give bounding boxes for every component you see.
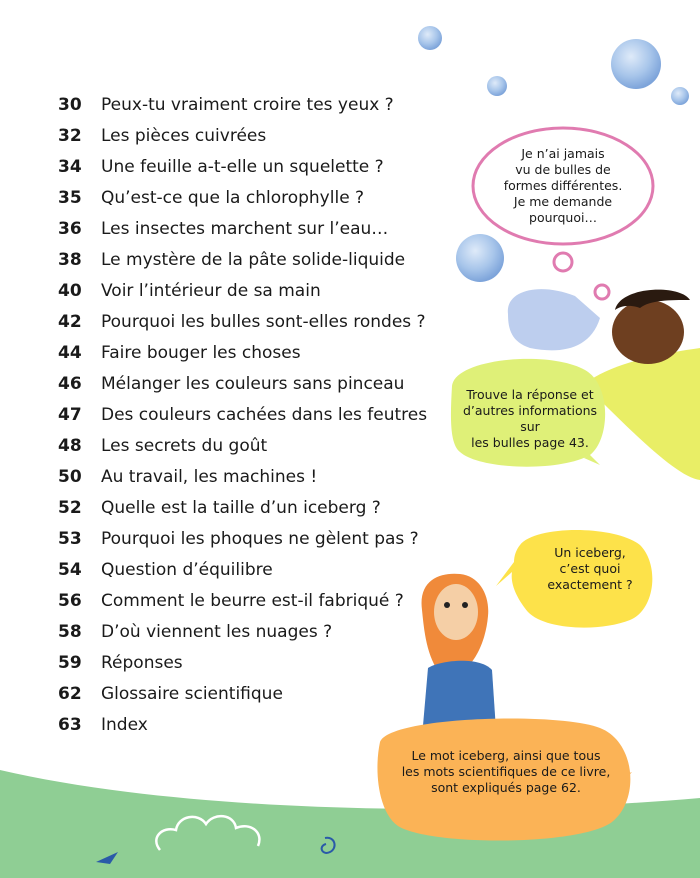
- thought-bubble-text: Je n’ai jamais vu de bulles de formes différentes. Je me demande pourquoi…: [503, 146, 623, 225]
- toc-page-number: 56: [58, 591, 82, 611]
- toc-entry: [58, 715, 488, 746]
- toc-title: Peux-tu vraiment croire tes yeux ?: [101, 95, 394, 115]
- toc-entry: [58, 529, 488, 560]
- toc-entry: [58, 498, 488, 529]
- toc-title: Des couleurs cachées dans les feutres: [101, 405, 428, 425]
- toc-entry: [58, 281, 488, 312]
- toc-entry: [58, 312, 488, 343]
- toc-page-number: 34: [58, 157, 82, 177]
- iceberg-info-text: Le mot iceberg, ainsi que tous les mots scientifiques de ce livre, sont expliqués page 62.: [401, 748, 611, 795]
- toc-entry: [58, 405, 488, 436]
- toc-title: Le mystère de la pâte solide-liquide: [101, 250, 406, 270]
- toc-title: Glossaire scientifique: [101, 684, 283, 704]
- toc-entry: [58, 250, 488, 281]
- toc-entry: [58, 653, 488, 684]
- toc-entry: [58, 467, 488, 498]
- toc-page-number: 62: [58, 684, 82, 704]
- toc-page-number: 40: [58, 281, 82, 301]
- toc-page-number: 58: [58, 622, 82, 642]
- toc-title: Faire bouger les choses: [101, 343, 301, 363]
- toc-title: Mélanger les couleurs sans pinceau: [101, 374, 405, 394]
- toc-page-number: 52: [58, 498, 82, 518]
- toc-page-number: 53: [58, 529, 82, 549]
- toc-entry: [58, 684, 488, 715]
- toc-page-number: 30: [58, 95, 82, 115]
- toc-page-number: 46: [58, 374, 82, 394]
- toc-page-number: 59: [58, 653, 82, 673]
- toc-title: Les pièces cuivrées: [101, 126, 267, 146]
- toc-page-number: 48: [58, 436, 82, 456]
- toc-title: Les insectes marchent sur l’eau…: [101, 219, 389, 239]
- toc-entry: [58, 436, 488, 467]
- toc-title: D’où viennent les nuages ?: [101, 622, 333, 642]
- toc-title: Au travail, les machines !: [101, 467, 318, 487]
- toc-entry: [58, 188, 488, 219]
- child-face: [612, 300, 684, 364]
- toc-title: Qu’est-ce que la chlorophylle ?: [101, 188, 365, 208]
- toc-title: Comment le beurre est-il fabriqué ?: [101, 591, 404, 611]
- toc-title: Voir l’intérieur de sa main: [101, 281, 321, 301]
- child-yellow-sleeve: [590, 348, 700, 480]
- toc-entry: [58, 126, 488, 157]
- toc-title: Réponses: [101, 653, 183, 673]
- toc-page-number: 42: [58, 312, 82, 332]
- toc-title: Les secrets du goût: [101, 436, 268, 456]
- toc-entry: [58, 622, 488, 653]
- toc-page-number: 35: [58, 188, 82, 208]
- soap-bubble: [671, 87, 689, 105]
- toc-entry: [58, 95, 488, 126]
- soap-bubble: [611, 39, 661, 89]
- toc-title: Index: [101, 715, 148, 735]
- toc-entry: [58, 374, 488, 405]
- soap-bubble: [487, 76, 507, 96]
- toc-page-number: 36: [58, 219, 82, 239]
- toc-title: Quelle est la taille d’un iceberg ?: [101, 498, 381, 518]
- toc-page-number: 54: [58, 560, 82, 580]
- toc-title: Pourquoi les phoques ne gèlent pas ?: [101, 529, 419, 549]
- toc-entry: [58, 591, 488, 622]
- bubble-wand-blue: [508, 289, 600, 350]
- table-of-contents: [58, 95, 488, 746]
- iceberg-question-text: Un iceberg, c’est quoi exactement ?: [547, 545, 633, 592]
- toc-page-number: 47: [58, 405, 82, 425]
- toc-entry: [58, 560, 488, 591]
- toc-entry: [58, 157, 488, 188]
- toc-title: Une feuille a-t-elle un squelette ?: [101, 157, 384, 177]
- toc-title: Question d’équilibre: [101, 560, 273, 580]
- soap-bubble: [418, 26, 442, 50]
- toc-title: Pourquoi les bulles sont-elles rondes ?: [101, 312, 426, 332]
- toc-page-number: 50: [58, 467, 82, 487]
- toc-page-number: 32: [58, 126, 82, 146]
- toc-page-number: 63: [58, 715, 82, 735]
- toc-entry: [58, 343, 488, 374]
- bubbles-info-text: Trouve la réponse et d’autres informations sur les bulles page 43.: [462, 387, 598, 450]
- toc-entry: [58, 219, 488, 250]
- toc-page-number: 44: [58, 343, 82, 363]
- toc-page-number: 38: [58, 250, 82, 270]
